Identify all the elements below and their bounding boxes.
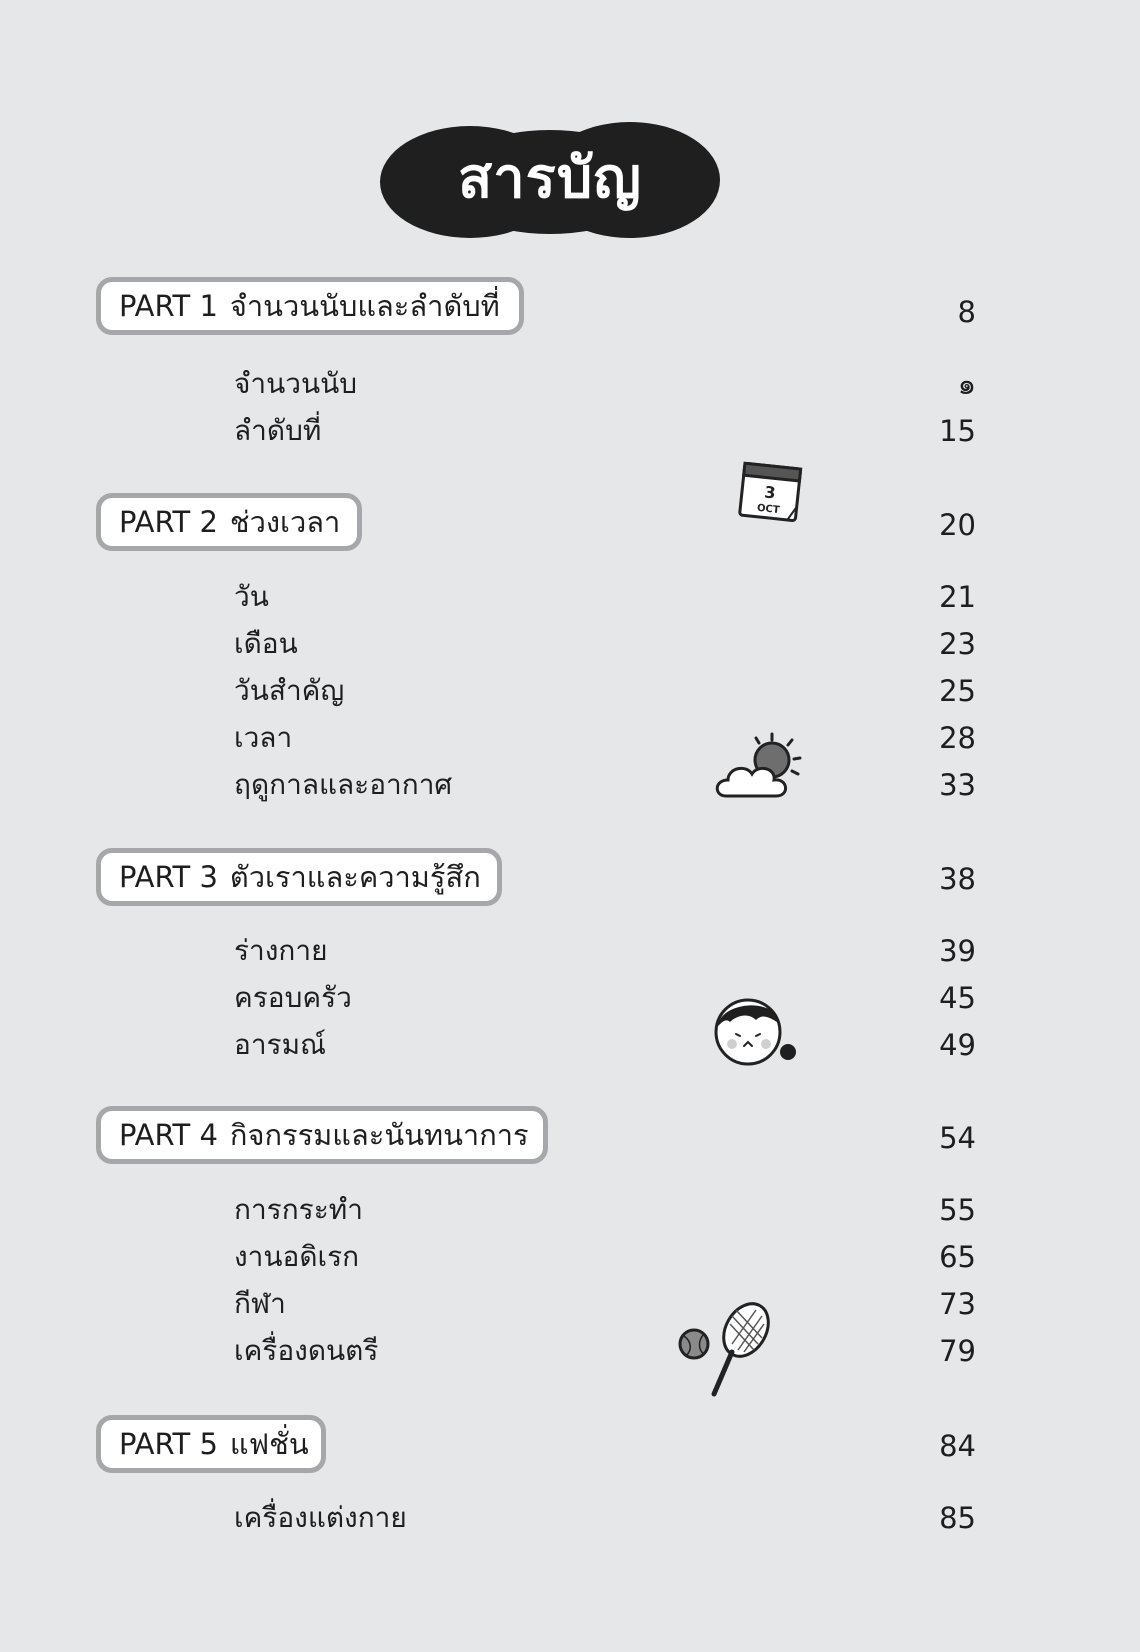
part-number: PART 4 <box>119 1118 218 1152</box>
part-title: ช่วงเวลา <box>229 505 341 539</box>
part-1-heading[interactable] <box>96 277 524 335</box>
toc-item-page: 28 <box>939 721 976 755</box>
part-2-page: 20 <box>939 508 976 542</box>
part-5-heading[interactable] <box>96 1415 326 1473</box>
part-title: ตัวเราและความรู้สึก <box>229 860 481 894</box>
toc-item[interactable]: เดือน <box>234 627 298 660</box>
cloud-sun-icon <box>712 728 812 804</box>
part-1-page: 8 <box>957 295 976 329</box>
toc-item-page: 73 <box>939 1287 976 1321</box>
part-title: กิจกรรมและนันทนาการ <box>229 1118 529 1152</box>
toc-item-page: 21 <box>939 580 976 614</box>
part-5-page: 84 <box>939 1429 976 1463</box>
calendar-icon <box>734 460 806 526</box>
toc-item-page: 79 <box>939 1334 976 1368</box>
toc-item[interactable]: วันสำคัญ <box>234 674 345 707</box>
toc-item[interactable]: ร่างกาย <box>234 934 328 967</box>
tennis-racket-icon <box>676 1294 776 1402</box>
toc-item-page: ๑ <box>957 367 976 401</box>
part-title: แฟชั่น <box>229 1427 309 1461</box>
toc-item[interactable]: วัน <box>234 580 269 613</box>
calendar-day: 3 <box>763 482 777 503</box>
toc-item[interactable]: ครอบครัว <box>234 981 352 1014</box>
toc-item-page: 85 <box>939 1501 976 1535</box>
part-4-heading[interactable] <box>96 1106 548 1164</box>
toc-item-page: 49 <box>939 1028 976 1062</box>
part-3-page: 38 <box>939 862 976 896</box>
toc-item-page: 55 <box>939 1193 976 1227</box>
toc-item-page: 25 <box>939 674 976 708</box>
part-number: PART 3 <box>119 860 218 894</box>
part-number: PART 5 <box>119 1427 218 1461</box>
part-3-heading[interactable] <box>96 848 502 906</box>
toc-item-page: 39 <box>939 934 976 968</box>
toc-item[interactable]: การกระทำ <box>234 1193 363 1226</box>
toc-item-page: 15 <box>939 414 976 448</box>
page-title: สารบัญ <box>458 145 642 211</box>
part-title: จำนวนนับและลำดับที่ <box>229 289 500 323</box>
toc-item[interactable]: เครื่องแต่งกาย <box>234 1501 407 1534</box>
part-2-heading[interactable] <box>96 493 362 551</box>
toc-item[interactable]: เวลา <box>234 721 293 754</box>
toc-item[interactable]: เครื่องดนตรี <box>234 1334 379 1367</box>
toc-item[interactable]: ลำดับที่ <box>234 414 322 447</box>
part-number: PART 2 <box>119 505 218 539</box>
toc-item[interactable]: ฤดูกาลและอากาศ <box>234 768 453 801</box>
toc-item[interactable]: งานอดิเรก <box>234 1240 360 1273</box>
calendar-month: OCT <box>756 502 781 517</box>
toc-item-page: 65 <box>939 1240 976 1274</box>
toc-item[interactable]: จำนวนนับ <box>234 367 358 400</box>
part-number: PART 1 <box>119 289 218 323</box>
part-4-page: 54 <box>939 1121 976 1155</box>
girl-face-icon <box>712 994 804 1068</box>
toc-item-page: 45 <box>939 981 976 1015</box>
toc-item[interactable]: กีฬา <box>234 1287 286 1320</box>
toc-item-page: 33 <box>939 768 976 802</box>
toc-item-page: 23 <box>939 627 976 661</box>
toc-item[interactable]: อารมณ์ <box>234 1028 327 1061</box>
